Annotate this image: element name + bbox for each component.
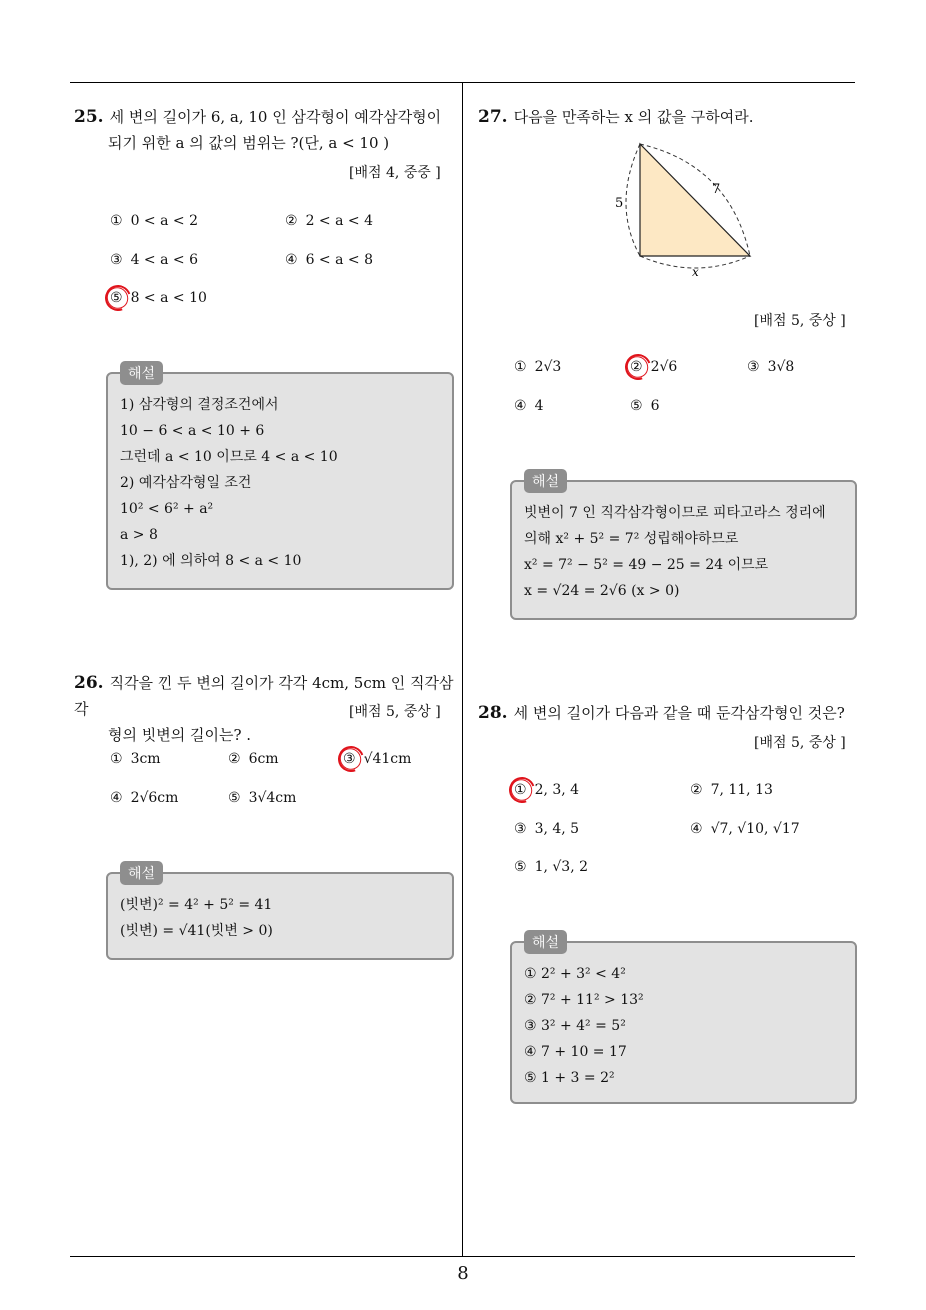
solution-line: ③ 3² + 4² = 5² — [524, 1018, 626, 1034]
answer-circle-marker: ① — [514, 782, 527, 798]
option-marker: ④ — [285, 252, 298, 268]
side-label-hypotenuse: 7 — [712, 182, 721, 197]
q28-solution-box — [510, 935, 857, 1104]
q25-option-4[interactable] — [285, 252, 373, 268]
solution-line: 그런데 a < 10 이므로 4 < a < 10 — [120, 449, 338, 465]
q25-option-3[interactable] — [110, 252, 198, 268]
solution-line: a > 8 — [120, 527, 158, 543]
q28-option-3[interactable] — [514, 821, 579, 837]
option-text: 2√6cm — [130, 790, 179, 806]
option-marker: ⑤ — [630, 398, 643, 414]
solution-badge: 해설 — [120, 361, 163, 385]
solution-line: 10² < 6² + a² — [120, 501, 214, 517]
solution-line: 의해 x² + 5² = 7² 성립해야하므로 — [524, 531, 739, 547]
solution-badge: 해설 — [524, 469, 567, 493]
question-number: 28. — [478, 703, 508, 723]
option-text: 3cm — [130, 751, 161, 767]
question-text-line2: 되기 위한 a 의 값의 범위는 ?(단, a < 10 ) — [108, 134, 390, 152]
solution-line: ② 7² + 11² > 13² — [524, 992, 644, 1008]
option-marker: ① — [514, 359, 527, 375]
q26-option-1[interactable] — [110, 751, 161, 767]
question-number: 27. — [478, 107, 508, 127]
option-text: 6 < a < 8 — [305, 252, 373, 268]
solution-line: ① 2² + 3² < 4² — [524, 966, 626, 982]
solution-line: 빗변이 7 인 직각삼각형이므로 피타고라스 정리에 — [524, 505, 826, 521]
option-marker: ① — [110, 751, 123, 767]
question-text-line2: 형의 빗변의 길이는? . — [108, 726, 252, 744]
solution-line: 2) 예각삼각형일 조건 — [120, 475, 252, 491]
solution-line: 10 − 6 < a < 10 + 6 — [120, 423, 265, 439]
option-marker: ③ — [110, 252, 123, 268]
solution-line: x = √24 = 2√6 (x > 0) — [524, 583, 680, 599]
question-28 — [478, 700, 862, 726]
option-marker: ③ — [747, 359, 760, 375]
solution-badge: 해설 — [120, 861, 163, 885]
q26-option-4[interactable] — [110, 790, 178, 806]
q28-option-1[interactable] — [514, 782, 579, 798]
question-number: 25. — [74, 107, 104, 127]
dashed-arc-left — [626, 144, 640, 256]
triangle-figure — [600, 135, 770, 285]
q26-option-2[interactable] — [228, 751, 279, 767]
solution-line: ④ 7 + 10 = 17 — [524, 1044, 627, 1060]
question-text-line1: 다음을 만족하는 x 의 값을 구하여라. — [513, 108, 754, 126]
q27-option-1[interactable] — [514, 359, 561, 375]
option-text: 6 — [650, 398, 660, 414]
option-marker: ② — [285, 213, 298, 229]
q27-option-4[interactable] — [514, 398, 543, 414]
question-27-score: [배점 5, 중상 ] — [754, 313, 846, 329]
option-text: 2 < a < 4 — [305, 213, 373, 229]
q28-option-5[interactable] — [514, 859, 588, 875]
option-marker: ③ — [514, 821, 527, 837]
option-marker: ⑤ — [228, 790, 241, 806]
option-marker: ② — [228, 751, 241, 767]
question-text-line1: 직각을 낀 두 변의 길이가 각각 4cm, 5cm 인 직각삼각 — [74, 674, 454, 718]
solution-line: x² = 7² − 5² = 49 − 25 = 24 이므로 — [524, 557, 769, 573]
solution-line: 1) 삼각형의 결정조건에서 — [120, 397, 279, 413]
question-28-score: [배점 5, 중상 ] — [754, 735, 846, 751]
q28-option-2[interactable] — [690, 782, 773, 798]
option-text: √7, √10, √17 — [710, 821, 800, 837]
q27-option-2[interactable] — [630, 359, 677, 375]
option-marker: ④ — [514, 398, 527, 414]
question-27 — [478, 104, 858, 130]
option-text: 2, 3, 4 — [534, 782, 580, 798]
option-text: 1, √3, 2 — [534, 859, 589, 875]
q25-option-5[interactable] — [110, 290, 207, 306]
option-text: 3√8 — [767, 359, 795, 375]
solution-line: 1), 2) 에 의하여 8 < a < 10 — [120, 553, 302, 569]
answer-circle-marker: ② — [630, 359, 643, 375]
option-marker: ② — [690, 782, 703, 798]
question-25 — [74, 104, 458, 156]
option-text: 4 < a < 6 — [130, 252, 198, 268]
q25-option-2[interactable] — [285, 213, 373, 229]
option-text: 3, 4, 5 — [534, 821, 580, 837]
right-triangle — [640, 144, 750, 256]
option-marker: ① — [110, 213, 123, 229]
option-text: 8 < a < 10 — [130, 290, 207, 306]
q28-option-4[interactable] — [690, 821, 800, 837]
q27-option-5[interactable] — [630, 398, 659, 414]
solution-line: (빗변)² = 4² + 5² = 41 — [120, 897, 273, 913]
q27-option-3[interactable] — [747, 359, 794, 375]
option-text: 2√6 — [650, 359, 678, 375]
solution-line: ⑤ 1 + 3 = 2² — [524, 1070, 615, 1086]
question-text-line1: 세 변의 길이가 6, a, 10 인 삼각형이 예각삼각형이 — [109, 108, 442, 126]
bottom-rule — [70, 1256, 855, 1257]
answer-circle-marker: ⑤ — [110, 290, 123, 306]
answer-circle-marker: ③ — [343, 751, 356, 767]
q27-solution-box — [510, 474, 857, 620]
side-label-bottom: x — [692, 265, 699, 279]
q25-option-1[interactable] — [110, 213, 198, 229]
question-number: 26. — [74, 673, 104, 693]
side-label-left: 5 — [615, 196, 624, 211]
option-marker: ④ — [690, 821, 703, 837]
solution-line: (빗변) = √41(빗변 > 0) — [120, 923, 273, 939]
question-text-line1: 세 변의 길이가 다음과 같을 때 둔각삼각형인 것은? — [513, 704, 845, 722]
question-25-score: [배점 4, 중중 ] — [349, 165, 441, 181]
option-marker: ④ — [110, 790, 123, 806]
q26-option-3[interactable] — [343, 751, 411, 767]
page-number: 8 — [457, 1263, 469, 1284]
option-text: 6cm — [248, 751, 279, 767]
option-marker: ⑤ — [514, 859, 527, 875]
q26-solution-box — [106, 866, 454, 960]
solution-badge: 해설 — [524, 930, 567, 954]
q26-option-5[interactable] — [228, 790, 296, 806]
option-text: 0 < a < 2 — [130, 213, 198, 229]
option-text: 7, 11, 13 — [710, 782, 773, 798]
option-text: 2√3 — [534, 359, 562, 375]
q25-solution-box — [106, 366, 454, 590]
option-text: 4 — [534, 398, 544, 414]
column-divider — [462, 82, 463, 1257]
option-text: √41cm — [363, 751, 412, 767]
option-text: 3√4cm — [248, 790, 297, 806]
question-26-score: [배점 5, 중상 ] — [349, 704, 441, 720]
